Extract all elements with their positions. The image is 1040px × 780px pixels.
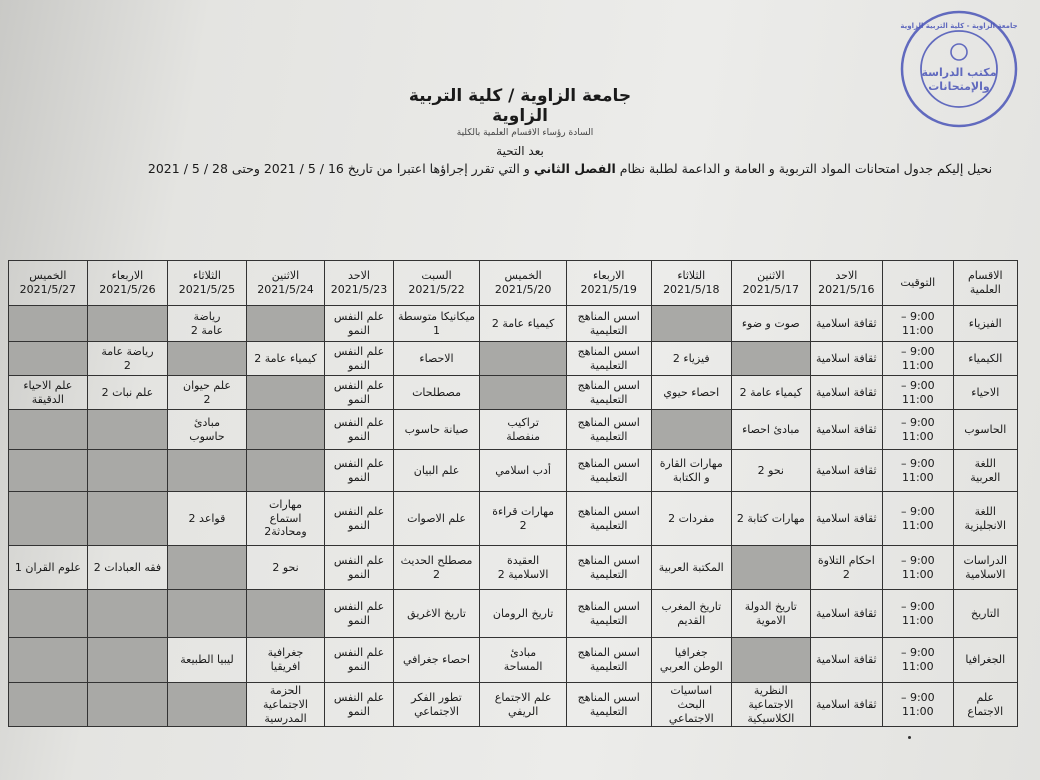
empty-shaded-cell xyxy=(9,450,88,492)
empty-shaded-cell xyxy=(87,410,168,450)
exam-subject-cell: علم حيوان 2 xyxy=(168,376,247,410)
exam-subject-cell: رياضة عامة 2 xyxy=(168,306,247,342)
header-day xyxy=(566,261,651,306)
exam-subject-cell: علم النفس النمو xyxy=(325,410,393,450)
exam-subject-cell: ثقافة اسلامية xyxy=(810,450,883,492)
exam-subject-cell: صيانة حاسوب xyxy=(393,410,480,450)
header-date: 2021/5/22 xyxy=(408,283,465,296)
time-cell: 9:00 – 11:00 xyxy=(883,306,953,342)
exam-subject-cell: اسس المناهج التعليمية xyxy=(566,590,651,638)
intro-text-end: و التي تقرر إجراؤها اعتبرا من تاريخ 16 / 5 / 2021 وحتى 28 / 5 / 2021 xyxy=(147,161,534,176)
header-day-name: الاقسام xyxy=(967,269,1003,283)
empty-shaded-cell xyxy=(9,306,88,342)
header-day-name: الخميس xyxy=(29,269,67,283)
exam-subject-cell: اسس المناهج التعليمية xyxy=(566,450,651,492)
exam-subject-cell: تراكيب منفصلة xyxy=(480,410,567,450)
header-day xyxy=(810,261,883,306)
empty-shaded-cell xyxy=(9,342,88,376)
exam-subject-cell: علم الاحياء الدقيقة xyxy=(9,376,88,410)
exam-subject-cell: نحو 2 xyxy=(246,546,325,590)
exam-subject-cell: علم نبات 2 xyxy=(87,376,168,410)
recipients-line: السادة رؤساء الاقسام العلمية بالكلية xyxy=(456,128,594,138)
exam-subject-cell: اسس المناهج التعليمية xyxy=(566,342,651,376)
exam-subject-cell: احصاء جغرافي xyxy=(393,638,480,683)
empty-shaded-cell xyxy=(87,492,168,546)
exam-subject-cell: اسس المناهج التعليمية xyxy=(566,638,651,683)
header-day-name: الاحد xyxy=(348,269,370,283)
header-day xyxy=(732,261,811,306)
empty-shaded-cell xyxy=(480,342,567,376)
exam-subject-cell: مهارات استماع ومحادثة2 xyxy=(246,492,325,546)
header-date: 2021/5/19 xyxy=(580,283,637,296)
empty-shaded-cell xyxy=(168,546,247,590)
empty-shaded-cell xyxy=(246,376,325,410)
exam-subject-cell: اسس المناهج التعليمية xyxy=(566,306,651,342)
exam-subject-cell: كيمياء عامة 2 xyxy=(732,376,811,410)
time-cell: 9:00 – 11:00 xyxy=(883,492,953,546)
header-departments xyxy=(953,261,1017,306)
greeting-line: بعد التحية xyxy=(496,144,544,158)
stamp-outer-text: جامعة الزاوية - كلية التربية الزاوية xyxy=(900,22,1018,30)
time-cell: 9:00 – 11:00 xyxy=(883,376,953,410)
exam-subject-cell: احكام التلاوة 2 xyxy=(810,546,883,590)
exam-subject-cell: ثقافة اسلامية xyxy=(810,376,883,410)
header-date: 2021/5/20 xyxy=(494,283,552,296)
exam-subject-cell: اسس المناهج التعليمية xyxy=(566,410,651,450)
empty-shaded-cell xyxy=(732,638,811,683)
exam-subject-cell: جغرافية افريقيا xyxy=(246,638,325,683)
header-date: 2021/5/17 xyxy=(742,283,800,296)
exam-subject-cell: نحو 2 xyxy=(732,450,811,492)
exam-subject-cell: كيمياء عامة 2 xyxy=(480,306,567,342)
exam-subject-cell: ثقافة اسلامية xyxy=(810,590,883,638)
intro-semester: الفصل الثاني xyxy=(533,161,616,176)
header-date: 2021/5/16 xyxy=(818,283,875,296)
exam-subject-cell: مبادئ المساحة xyxy=(480,638,567,683)
exam-subject-cell: العقيدة الاسلامية 2 xyxy=(480,546,567,590)
empty-shaded-cell xyxy=(168,683,247,727)
exam-subject-cell: قواعد 2 xyxy=(168,492,247,546)
empty-shaded-cell xyxy=(246,450,325,492)
exam-subject-cell: مهارات قراءة 2 xyxy=(480,492,567,546)
header-day xyxy=(325,261,393,306)
table-row xyxy=(9,590,1018,638)
exam-subject-cell: الحزمة الاجتماعية المدرسية xyxy=(246,683,325,727)
header-day-name: الاثنين xyxy=(757,269,785,283)
header-date: 2021/5/23 xyxy=(330,283,388,296)
header-day-name: التوقيت xyxy=(900,276,936,290)
empty-shaded-cell xyxy=(168,450,247,492)
empty-shaded-cell xyxy=(168,590,247,638)
header-day-name: الاربعاء xyxy=(111,269,144,283)
time-cell: 9:00 – 11:00 xyxy=(883,342,953,376)
empty-shaded-cell xyxy=(9,492,88,546)
empty-shaded-cell xyxy=(87,306,168,342)
department-cell: اللغة الانجليزية xyxy=(953,492,1017,546)
ink-dot xyxy=(908,736,911,739)
empty-shaded-cell xyxy=(87,590,168,638)
header-row xyxy=(9,261,1018,306)
empty-shaded-cell xyxy=(87,450,168,492)
exam-subject-cell: أدب اسلامي xyxy=(480,450,567,492)
empty-shaded-cell xyxy=(246,410,325,450)
empty-shaded-cell xyxy=(9,683,88,727)
time-cell: 9:00 – 11:00 xyxy=(883,410,953,450)
exam-subject-cell: ثقافة اسلامية xyxy=(810,683,883,727)
exam-subject-cell: مهارات القارة و الكتابة xyxy=(651,450,732,492)
header-day xyxy=(246,261,325,306)
exam-subject-cell: اساسيات البحث الاجتماعي xyxy=(651,683,732,727)
time-cell: 9:00 – 11:00 xyxy=(883,546,953,590)
exam-subject-cell: تاريخ الدولة الاموية xyxy=(732,590,811,638)
exam-subject-cell: علم النفس النمو xyxy=(325,376,393,410)
exam-subject-cell: علم الاجتماع الريفي xyxy=(480,683,567,727)
table-row xyxy=(9,410,1018,450)
header-day-name: السبت xyxy=(421,269,452,283)
exam-subject-cell: ثقافة اسلامية xyxy=(810,306,883,342)
department-cell: الحاسوب xyxy=(953,410,1017,450)
table-row xyxy=(9,376,1018,410)
svg-text:مكتب الدراسة: مكتب الدراسة xyxy=(921,66,997,79)
table-row xyxy=(9,342,1018,376)
exam-subject-cell: مبادئ احصاء xyxy=(732,410,811,450)
exam-subject-cell: المكتبة العربية xyxy=(651,546,732,590)
department-cell: الدراسات الاسلامية xyxy=(953,546,1017,590)
empty-shaded-cell xyxy=(732,546,811,590)
empty-shaded-cell xyxy=(246,590,325,638)
empty-shaded-cell xyxy=(9,590,88,638)
exam-subject-cell: ثقافة اسلامية xyxy=(810,342,883,376)
header-date: 2021/5/18 xyxy=(663,283,720,296)
empty-shaded-cell xyxy=(87,638,168,683)
exam-subject-cell: مفردات 2 xyxy=(651,492,732,546)
exam-subject-cell: مصطلح الحديث 2 xyxy=(393,546,480,590)
header-day-name: الاثنين xyxy=(271,269,300,283)
header-day-name: الثلاثاء xyxy=(677,269,706,283)
header-date: 2021/5/25 xyxy=(178,283,236,296)
header-day xyxy=(393,261,480,306)
exam-subject-cell: مبادئ حاسوب xyxy=(168,410,247,450)
exam-subject-cell: جغرافيا الوطن العربي xyxy=(651,638,732,683)
header-day xyxy=(651,261,732,306)
empty-shaded-cell xyxy=(87,683,168,727)
header-day xyxy=(168,261,247,306)
exam-subject-cell: النظرية الاجتماعية الكلاسيكية xyxy=(732,683,811,727)
exam-subject-cell: مصطلحات xyxy=(393,376,480,410)
exam-subject-cell: ثقافة اسلامية xyxy=(810,638,883,683)
department-cell: علم الاجتماع xyxy=(953,683,1017,727)
header-day xyxy=(9,261,88,306)
table-row xyxy=(9,546,1018,590)
header-date: 2021/5/24 xyxy=(257,283,314,296)
exam-subject-cell: تاريخ الرومان xyxy=(480,590,567,638)
exam-subject-cell: علم النفس النمو xyxy=(325,450,393,492)
header-date: 2021/5/26 xyxy=(99,283,156,296)
header-time xyxy=(883,261,953,306)
exam-subject-cell: كيمياء عامة 2 xyxy=(246,342,325,376)
table-row xyxy=(9,683,1018,727)
exam-subject-cell: ثقافة اسلامية xyxy=(810,410,883,450)
department-cell: التاريخ xyxy=(953,590,1017,638)
exam-subject-cell: علم البيان xyxy=(393,450,480,492)
department-cell: الجغرافيا xyxy=(953,638,1017,683)
intro-text-start: نحيل إليكم جدول امتحانات المواد التربوية و العامة و الداعمة لطلبة نظام xyxy=(615,161,993,176)
table-row xyxy=(9,638,1018,683)
document-title: جامعة الزاوية / كلية التربية الزاوية xyxy=(408,86,632,126)
exam-subject-cell: احصاء حيوي xyxy=(651,376,732,410)
exam-subject-cell: ثقافة اسلامية xyxy=(810,492,883,546)
header-day xyxy=(87,261,168,306)
department-cell: الاحياء xyxy=(953,376,1017,410)
exam-subject-cell: مهارات كتابة 2 xyxy=(732,492,811,546)
header-day-name: الاحد xyxy=(835,269,858,283)
svg-text:والإمتحانات: والإمتحانات xyxy=(928,80,990,93)
header-day-name: الثلاثاء xyxy=(193,269,221,283)
exam-subject-cell: علم الاصوات xyxy=(393,492,480,546)
university-stamp xyxy=(898,8,1020,130)
empty-shaded-cell xyxy=(480,376,567,410)
exam-subject-cell: علم النفس النمو xyxy=(325,590,393,638)
header-date: العلمية xyxy=(969,283,1001,296)
exam-subject-cell: علم النفس النمو xyxy=(325,306,393,342)
table-row xyxy=(9,492,1018,546)
header-day xyxy=(480,261,567,306)
header-date: 2021/5/27 xyxy=(19,283,77,296)
exam-subject-cell: الاحصاء xyxy=(393,342,480,376)
exam-subject-cell: علم النفس النمو xyxy=(325,342,393,376)
exam-subject-cell: اسس المناهج التعليمية xyxy=(566,546,651,590)
empty-shaded-cell xyxy=(9,410,88,450)
time-cell: 9:00 – 11:00 xyxy=(883,450,953,492)
empty-shaded-cell xyxy=(168,342,247,376)
header-day-name: الخميس xyxy=(504,269,542,283)
time-cell: 9:00 – 11:00 xyxy=(883,638,953,683)
exam-subject-cell: علوم القران 1 xyxy=(9,546,88,590)
exam-subject-cell: علم النفس النمو xyxy=(325,546,393,590)
exam-subject-cell: علم النفس النمو xyxy=(325,492,393,546)
exam-subject-cell: ميكانيكا متوسطة 1 xyxy=(393,306,480,342)
time-cell: 9:00 – 11:00 xyxy=(883,590,953,638)
department-cell: اللغة العربية xyxy=(953,450,1017,492)
exam-subject-cell: علم النفس النمو xyxy=(325,683,393,727)
exam-subject-cell: تاريخ الاغريق xyxy=(393,590,480,638)
empty-shaded-cell xyxy=(651,410,732,450)
exam-subject-cell: اسس المناهج التعليمية xyxy=(566,683,651,727)
department-cell: الكيمياء xyxy=(953,342,1017,376)
empty-shaded-cell xyxy=(9,638,88,683)
exam-subject-cell: ليبيا الطبيعة xyxy=(168,638,247,683)
intro-paragraph xyxy=(140,161,1000,176)
exam-subject-cell: فقه العبادات 2 xyxy=(87,546,168,590)
table-row xyxy=(9,450,1018,492)
header-day-name: الاربعاء xyxy=(592,269,625,283)
exam-subject-cell: اسس المناهج التعليمية xyxy=(566,376,651,410)
exam-subject-cell: فيزياء 2 xyxy=(651,342,732,376)
exam-subject-cell: اسس المناهج التعليمية xyxy=(566,492,651,546)
exam-subject-cell: تطور الفكر الاجتماعي xyxy=(393,683,480,727)
exam-subject-cell: علم النفس النمو xyxy=(325,638,393,683)
time-cell: 9:00 – 11:00 xyxy=(883,683,953,727)
exam-subject-cell: رياضة عامة 2 xyxy=(87,342,168,376)
exam-subject-cell: صوت و ضوء xyxy=(732,306,811,342)
table-row xyxy=(9,306,1018,342)
exam-schedule-table xyxy=(8,260,1018,727)
empty-shaded-cell xyxy=(246,306,325,342)
department-cell: الفيزياء xyxy=(953,306,1017,342)
empty-shaded-cell xyxy=(651,306,732,342)
exam-subject-cell: تاريخ المغرب القديم xyxy=(651,590,732,638)
empty-shaded-cell xyxy=(732,342,811,376)
